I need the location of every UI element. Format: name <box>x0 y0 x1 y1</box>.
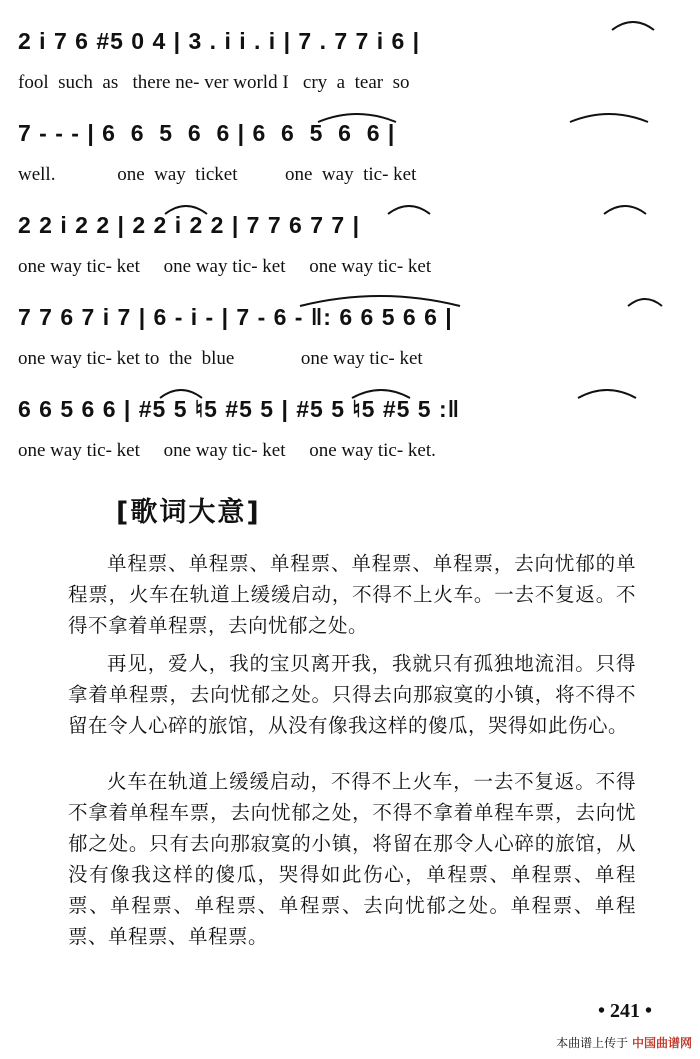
slur-arc <box>612 22 654 30</box>
upload-prefix: 本曲谱上传于 <box>556 1036 629 1050</box>
section-heading: [歌词大意] <box>116 497 261 528</box>
slur-marks <box>0 0 700 480</box>
slur-arc <box>570 114 648 122</box>
slur-arc <box>300 296 460 306</box>
paragraph-3: 火车在轨道上缓缓启动，不得不上火车，一去不复返。不得不拿着单程车票，去向忧郁之处，不得不拿着单程车票，去向忧郁之处。只有去向那寂寞的小镇，将留在那令人心碎的旅馆，从没有像我这样的傻瓜，哭得如此伤心，单程票、单程票、单程票、单程票、单程票、单程票、去向忧郁之处。单程票、单程票、单程票、单程票。 <box>68 770 636 948</box>
site-logo: 中国曲谱网 <box>631 1036 692 1050</box>
notes-line: 2 2 i 2 2 | 2 2 i 2 2 | 7 7 6 7 7 | <box>18 212 361 238</box>
slur-arc <box>352 390 410 398</box>
slur-arc <box>628 299 662 306</box>
notes-line: 2 i 7 6 #5 0 4 | 3 . i i . i | 7 . 7 7 i 6 | <box>18 28 421 54</box>
slur-arc <box>578 390 636 398</box>
upload-credit <box>556 1034 692 1051</box>
lyrics-line: one way tic- ket one way tic- ket one way tic- ket. <box>18 440 436 461</box>
slur-arc <box>165 206 207 214</box>
slur-arc <box>318 114 396 122</box>
lyrics-line: fool such as there ne- ver world I cry a tear so <box>18 72 410 93</box>
lyrics-line: one way tic- ket one way tic- ket one way tic- ket <box>18 256 432 277</box>
slur-arc <box>604 206 646 214</box>
notes-line: 7 - - - | 6 6 5 6 6 | 6 6 5 6 6 | <box>18 120 396 146</box>
notes-line: 7 7 6 7 i 7 | 6 - i - | 7 - 6 - ‖: 6 6 5 6 6 | <box>18 304 453 330</box>
paragraph-2: 再见，爱人，我的宝贝离开我，我就只有孤独地流泪。只得拿着单程票，去向忧郁之处。只得去向那寂寞的小镇，将不得不留在令人心碎的旅馆，从没有像我这样的傻瓜，哭得如此伤心。 <box>68 652 636 737</box>
slur-arc <box>388 206 430 214</box>
lyrics-line: one way tic- ket to the blue one way tic- ket <box>18 348 423 369</box>
notes-line: 6 6 5 6 6 | #5 5 ♮5 #5 5 | #5 5 ♮5 #5 5 :‖ <box>18 396 461 422</box>
paragraph-1: 单程票、单程票、单程票、单程票、单程票，去向忧郁的单程票，火车在轨道上缓缓启动，不得不上火车。一去不复返。不得不拿着单程票，去向忧郁之处。 <box>68 552 636 637</box>
lyrics-line: well. one way ticket one way tic- ket <box>18 164 417 185</box>
page-number: • 241 • <box>597 1000 652 1022</box>
slur-arc <box>160 390 202 398</box>
